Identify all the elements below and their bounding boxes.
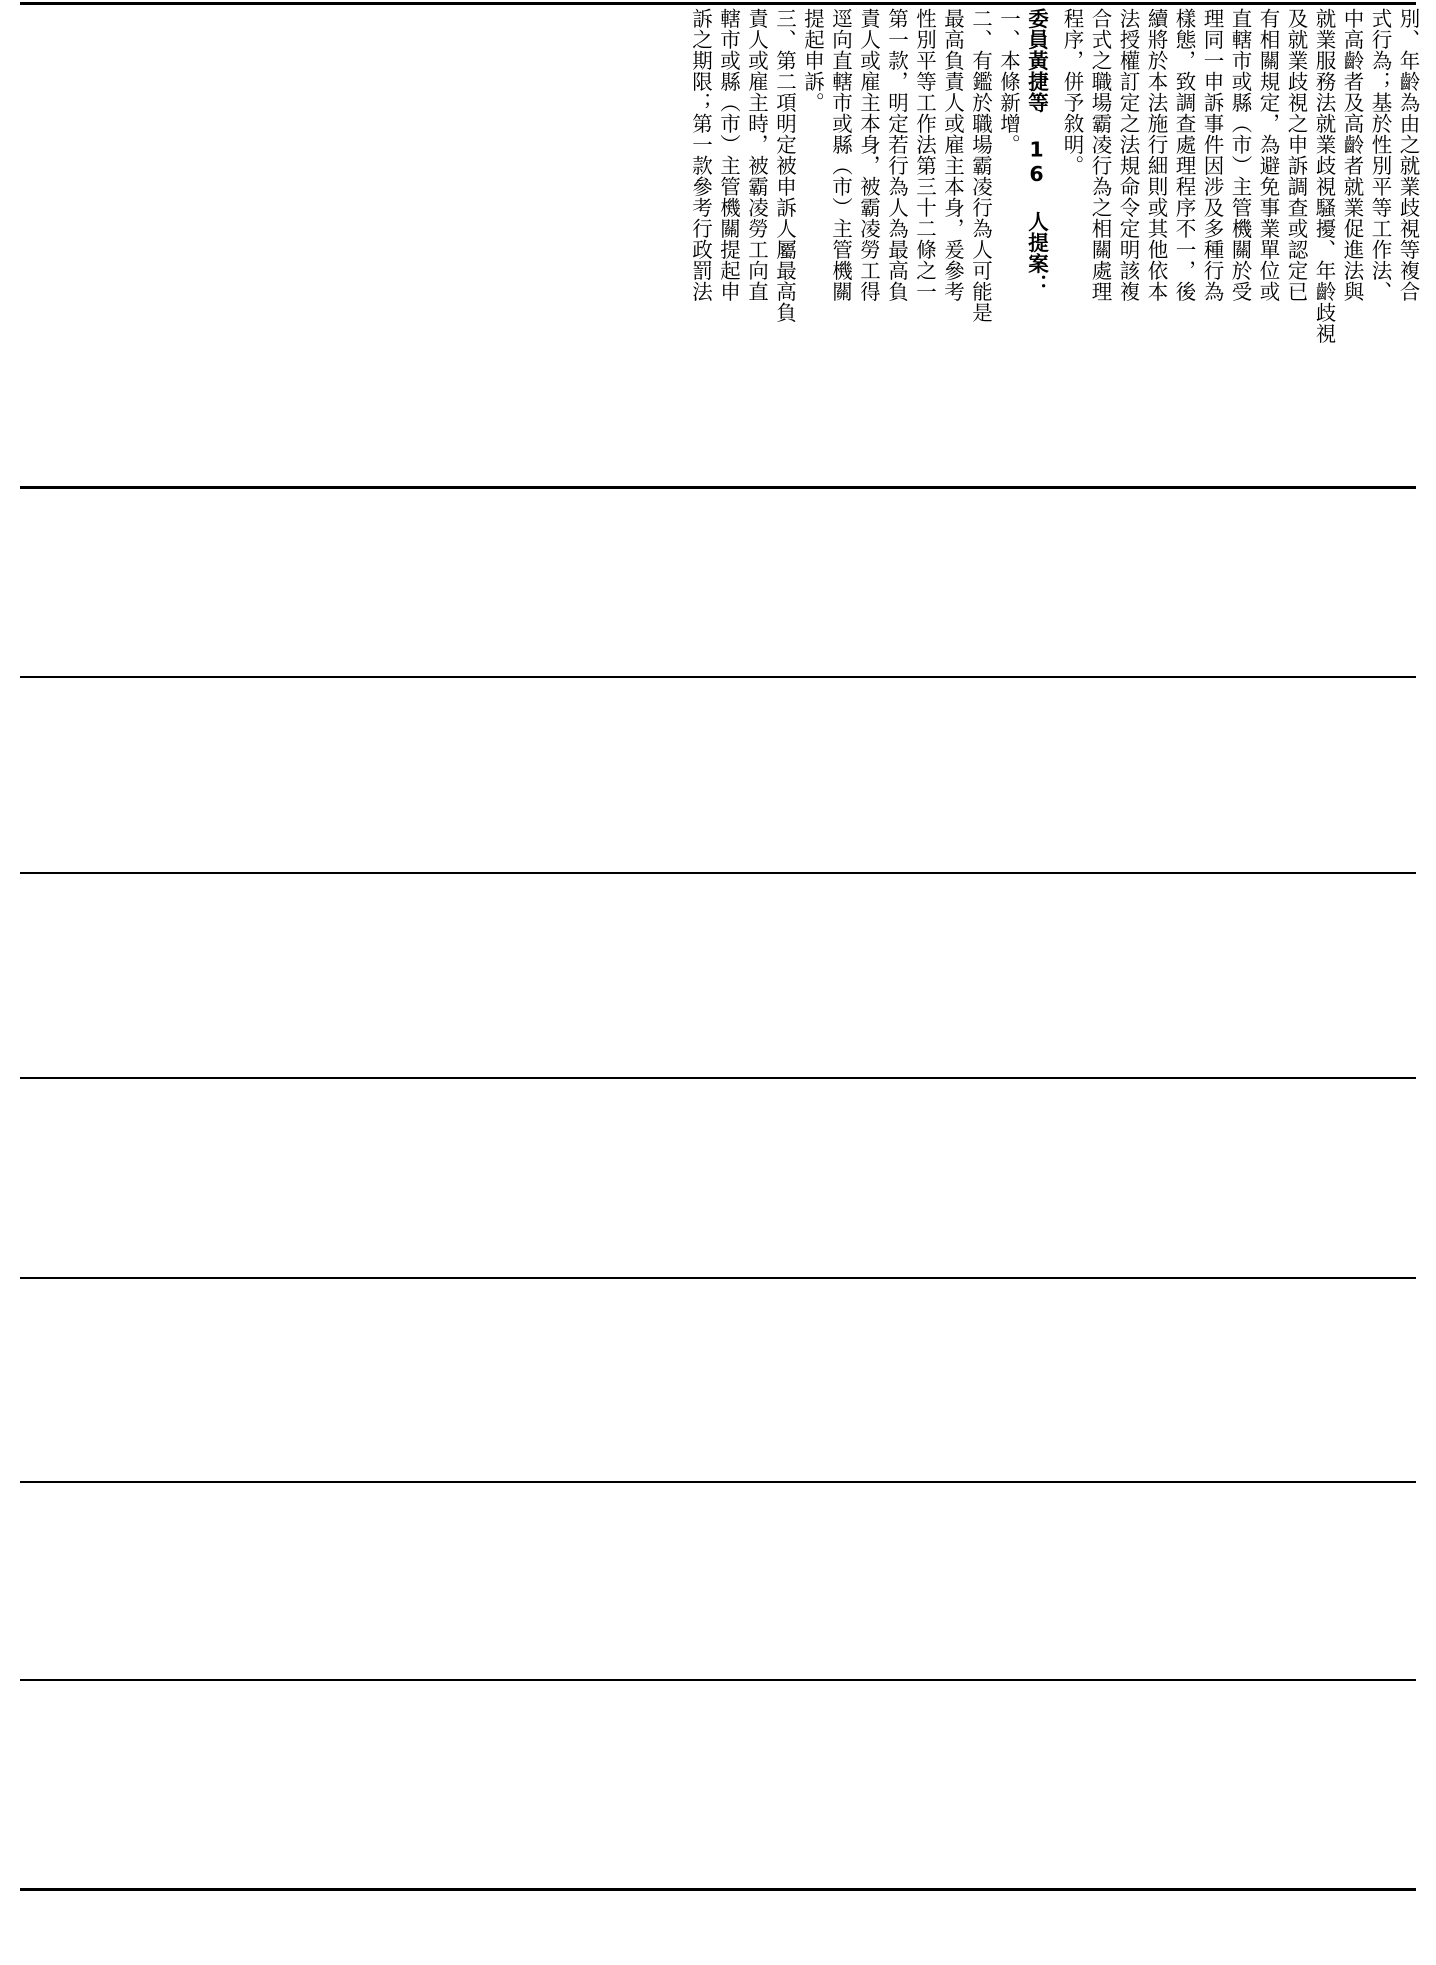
text-column: 提起申訴。 [800,8,825,113]
text-column: 第一款，明定若行為人為最高負 [884,8,909,302]
text-column: 直轄市或縣（市）主管機關於受 [1228,8,1252,302]
text-column: 式行為；基於性別平等工作法、 [1368,8,1392,302]
text-column: 中高齡者及高齡者就業促進法與 [1340,8,1364,302]
table-rule [20,1481,1416,1483]
text-column: 理同一申訴事件因涉及多種行為 [1200,8,1224,302]
text-column: 合式之職場霸凌行為之相關處理 [1088,8,1112,302]
text-column: 訴之期限；第一款參考行政罰法 [688,8,713,302]
page-top-border [20,2,1416,5]
text-column: 別、年齡為由之就業歧視等複合 [1396,8,1420,302]
text-column: 二、有鑑於職場霸凌行為人可能是 [968,8,993,323]
table-rule-bottom [20,1888,1416,1891]
proposal-heading: 委員黃捷等 16 人提案： [1024,8,1049,295]
text-column: 責人或雇主本身，被霸凌勞工得 [856,8,881,302]
text-column: 法授權訂定之法規命令定明該複 [1116,8,1140,302]
table-rule [20,676,1416,678]
text-column: 一、本條新增。 [996,8,1021,155]
text-column: 程序，併予敘明。 [1060,8,1084,176]
text-column: 性別平等工作法第三十二條之一 [912,8,937,302]
vertical-text-block [0,8,1436,478]
text-column: 最高負責人或雇主本身，爰參考 [940,8,965,302]
text-column: 就業服務法就業歧視騷擾、年齡歧視 [1312,8,1336,344]
table-rule [20,872,1416,874]
text-column: 及就業歧視之申訴調查或認定已 [1284,8,1308,302]
text-column: 轄市或縣（市）主管機關提起申 [716,8,741,302]
text-column: 續將於本法施行細則或其他依本 [1144,8,1168,302]
table-rule [20,1679,1416,1681]
text-column: 逕向直轄市或縣（市）主管機關 [828,8,853,302]
text-column: 責人或雇主時，被霸凌勞工向直 [744,8,769,302]
text-column: 樣態，致調查處理程序不一，後 [1172,8,1196,302]
table-rule [20,1077,1416,1079]
text-column: 有相關規定，為避免事業單位或 [1256,8,1280,302]
text-column: 三、第二項明定被申訴人屬最高負 [772,8,797,323]
table-rule [20,486,1416,489]
table-rule [20,1277,1416,1279]
